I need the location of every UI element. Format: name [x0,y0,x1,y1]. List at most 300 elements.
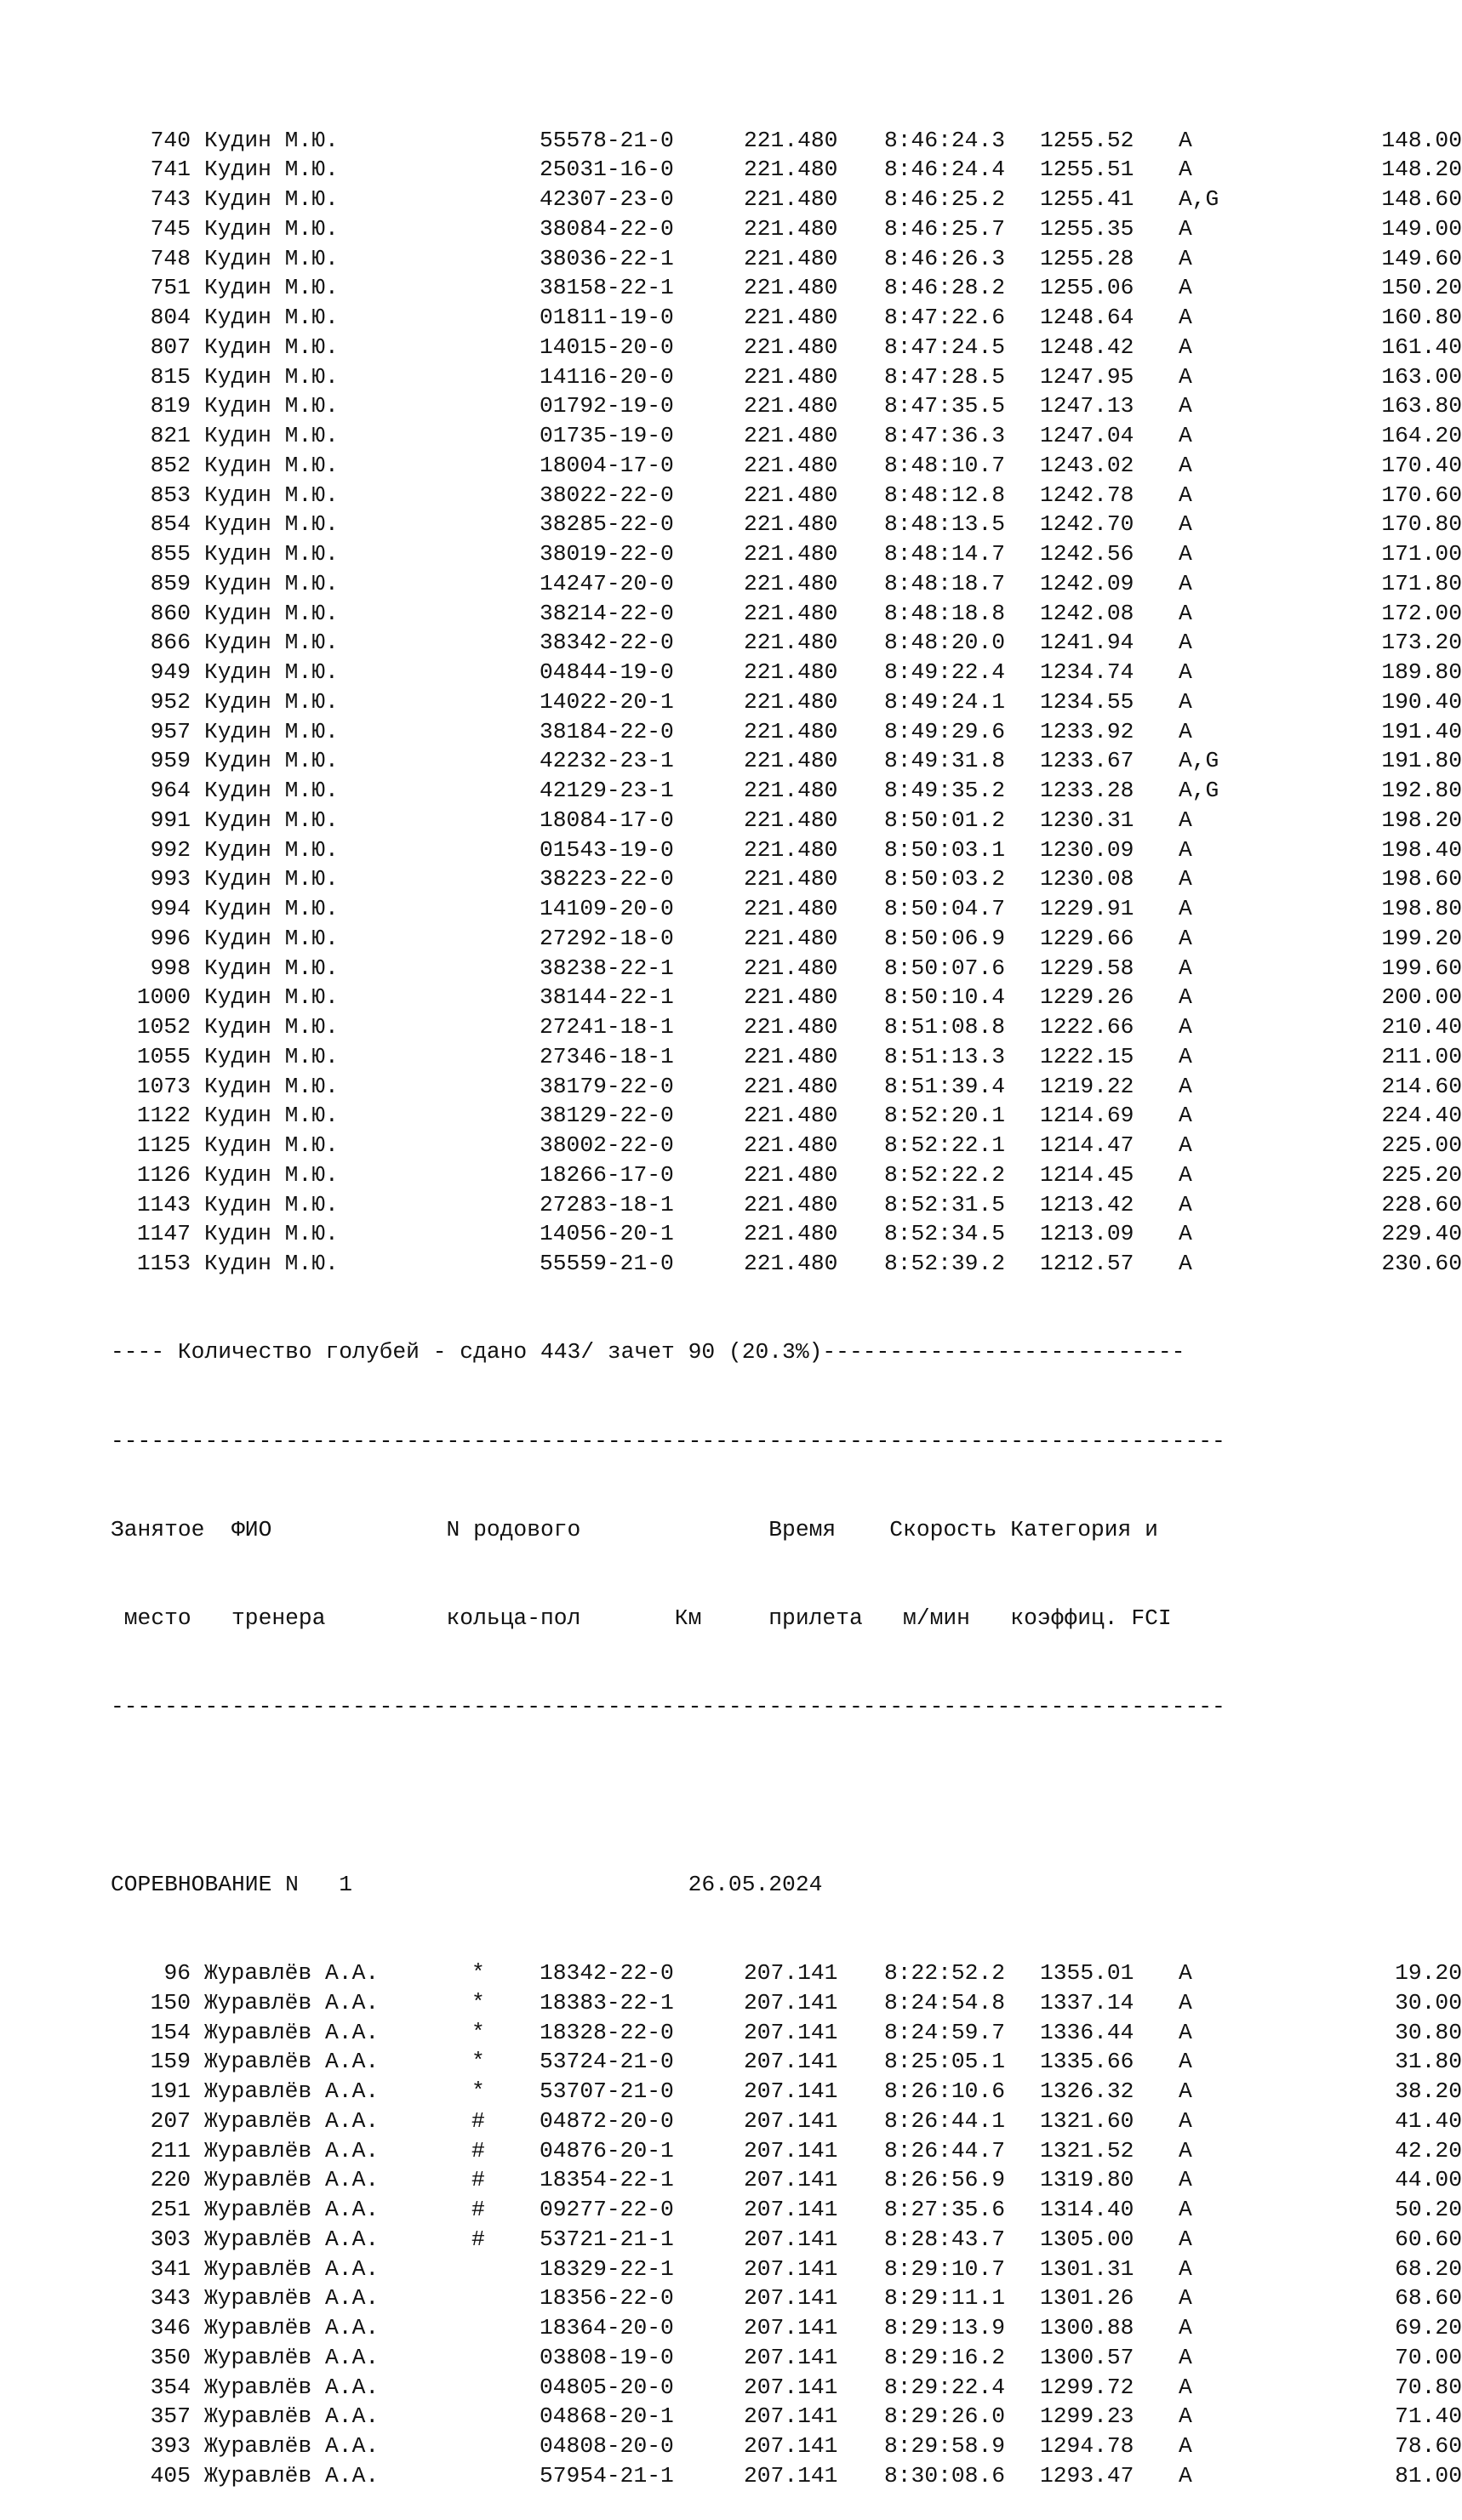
cell-km: 221.480 [744,1251,838,1276]
cell-coef: 229.40 [1381,1221,1462,1247]
cell-time: 8:28:43.7 [884,2226,1006,2252]
cell-cat: A [1179,2255,1192,2282]
cell-name: Журавлёв А.А. [204,2403,380,2430]
cell-speed: 1243.02 [1040,452,1134,478]
cell-cat: A [1179,600,1192,626]
cell-place: 745 [150,215,191,242]
cell-name: Кудин М.Ю. [204,925,339,951]
cell-name: Кудин М.Ю. [204,1191,339,1217]
cell-km: 221.480 [744,452,838,478]
cell-km: 221.480 [744,186,838,212]
cell-place: 860 [150,600,191,626]
cell-cat: A [1179,984,1192,1011]
cell-ring: 42232-23-1 [540,748,674,774]
cell-ring: 18004-17-0 [540,452,674,478]
cell-ring: 14247-20-0 [540,570,674,596]
cell-place: 751 [150,275,191,301]
cell-name: Кудин М.Ю. [204,688,339,715]
cell-coef: 163.80 [1381,393,1462,419]
cell-speed: 1242.09 [1040,570,1134,596]
cell-ring: 42129-23-1 [540,778,674,803]
table-row [111,1131,1462,1160]
cell-ring: 04844-19-0 [540,659,674,685]
cell-ring: 38238-22-1 [540,955,674,981]
cell-mark: # [471,2167,485,2193]
cell-coef: 81.00 [1395,2462,1462,2489]
cell-ring: 04868-20-1 [540,2403,674,2430]
cell-time: 8:46:25.2 [884,186,1006,212]
cell-name: Кудин М.Ю. [204,984,339,1011]
cell-ring: 38144-22-1 [540,984,674,1011]
cell-time: 8:29:16.2 [884,2344,1006,2370]
cell-coef: 225.00 [1381,1132,1462,1158]
cell-speed: 1213.42 [1040,1191,1134,1217]
cell-mark: # [471,2197,485,2222]
separator-line: ----------------------------------------------------------------------------------- [111,1428,1225,1454]
cell-cat: A,G [1179,186,1219,212]
cell-km: 221.480 [744,482,838,508]
cell-km: 221.480 [744,1073,838,1099]
cell-coef: 198.60 [1381,866,1462,892]
cell-km: 207.141 [744,2197,838,2222]
table-row [111,2136,1462,2166]
cell-time: 8:52:31.5 [884,1191,1006,1217]
cell-speed: 1229.66 [1040,925,1134,951]
cell-name: Журавлёв А.А. [204,2078,380,2104]
cell-cat: A [1179,127,1192,153]
cell-ring: 38184-22-0 [540,718,674,744]
cell-coef: 148.60 [1381,186,1462,212]
cell-time: 8:46:24.4 [884,157,1006,183]
cell-name: Кудин М.Ю. [204,305,339,330]
cell-time: 8:52:39.2 [884,1251,1006,1276]
cell-speed: 1336.44 [1040,2019,1134,2045]
table-row [111,2402,1462,2432]
cell-time: 8:25:05.1 [884,2049,1006,2075]
cell-name: Кудин М.Ю. [204,1014,339,1040]
cell-place: 341 [150,2255,191,2282]
cell-place: 743 [150,186,191,212]
cell-cat: A,G [1179,748,1219,774]
cell-name: Журавлёв А.А. [204,1960,380,1986]
cell-speed: 1319.80 [1040,2167,1134,2193]
cell-cat: A [1179,334,1192,360]
cell-cat: A [1179,482,1192,508]
cell-name: Журавлёв А.А. [204,2344,380,2370]
table-row [111,954,1462,983]
cell-cat: A [1179,570,1192,596]
cell-speed: 1255.41 [1040,186,1134,212]
table-row [111,2283,1462,2313]
cell-place: 996 [150,925,191,951]
table-row [111,2107,1462,2136]
cell-speed: 1242.70 [1040,511,1134,538]
cell-cat: A [1179,2403,1192,2430]
cell-name: Кудин М.Ю. [204,600,339,626]
cell-ring: 27283-18-1 [540,1191,674,1217]
table-row [111,924,1462,954]
separator-line: ----------------------------------------------------------------------------------- [111,1694,1225,1720]
cell-cat: A [1179,2167,1192,2193]
cell-coef: 172.00 [1381,600,1462,626]
cell-ring: 04805-20-0 [540,2374,674,2400]
cell-ring: 14116-20-0 [540,363,674,390]
cell-km: 221.480 [744,363,838,390]
cell-ring: 42307-23-0 [540,186,674,212]
cell-ring: 18354-22-1 [540,2167,674,2193]
cell-time: 8:52:20.1 [884,1103,1006,1129]
cell-ring: 38179-22-0 [540,1073,674,1099]
cell-place: 741 [150,157,191,183]
cell-speed: 1242.56 [1040,541,1134,567]
cell-speed: 1294.78 [1040,2433,1134,2459]
cell-name: Журавлёв А.А. [204,2285,380,2312]
cell-time: 8:29:13.9 [884,2315,1006,2340]
cell-speed: 1213.09 [1040,1221,1134,1247]
cell-speed: 1299.72 [1040,2374,1134,2400]
cell-cat: A [1179,807,1192,833]
cell-ring: 25031-16-0 [540,157,674,183]
cell-coef: 41.40 [1395,2107,1462,2134]
table-row [111,894,1462,924]
cell-place: 952 [150,688,191,715]
cell-speed: 1326.32 [1040,2078,1134,2104]
cell-name: Кудин М.Ю. [204,836,339,863]
cell-cat: A [1179,2107,1192,2134]
cell-cat: A [1179,157,1192,183]
cell-km: 221.480 [744,127,838,153]
column-header-row-2: место тренера кольца-пол Км прилета м/мин коэффиц. FCI [111,1605,1172,1631]
cell-coef: 170.80 [1381,511,1462,538]
cell-ring: 14015-20-0 [540,334,674,360]
cell-time: 8:49:35.2 [884,778,1006,803]
cell-speed: 1255.06 [1040,275,1134,301]
cell-coef: 171.00 [1381,541,1462,567]
cell-coef: 214.60 [1381,1073,1462,1099]
cell-time: 8:48:18.8 [884,600,1006,626]
cell-name: Кудин М.Ю. [204,1043,339,1069]
cell-coef: 173.20 [1381,630,1462,656]
cell-name: Кудин М.Ю. [204,245,339,271]
table-row [111,1012,1462,1042]
cell-ring: 03808-19-0 [540,2344,674,2370]
cell-cat: A [1179,836,1192,863]
cell-place: 1052 [136,1014,191,1040]
cell-cat: A,G [1179,778,1219,803]
cell-ring: 38084-22-0 [540,215,674,242]
cell-name: Журавлёв А.А. [204,2049,380,2075]
cell-time: 8:52:22.1 [884,1132,1006,1158]
cell-speed: 1293.47 [1040,2462,1134,2489]
cell-place: 1125 [136,1132,191,1158]
cell-speed: 1229.91 [1040,896,1134,921]
cell-time: 8:49:22.4 [884,659,1006,685]
cell-coef: 190.40 [1381,688,1462,715]
cell-time: 8:50:04.7 [884,896,1006,921]
cell-mark: * [471,2078,485,2104]
cell-place: 1147 [136,1221,191,1247]
cell-speed: 1214.45 [1040,1161,1134,1188]
cell-coef: 191.80 [1381,748,1462,774]
cell-time: 8:52:34.5 [884,1221,1006,1247]
cell-place: 150 [150,1989,191,2015]
table-row [111,126,1462,156]
column-header-row-1: Занятое ФИО N родового Время Скорость Категория и [111,1516,1158,1542]
cell-name: Кудин М.Ю. [204,127,339,153]
cell-coef: 19.20 [1395,1960,1462,1986]
cell-km: 221.480 [744,748,838,774]
cell-place: 740 [150,127,191,153]
cell-cat: A [1179,925,1192,951]
cell-ring: 09277-22-0 [540,2197,674,2222]
cell-speed: 1230.09 [1040,836,1134,863]
cell-time: 8:47:24.5 [884,334,1006,360]
cell-km: 207.141 [744,2049,838,2075]
cell-coef: 225.20 [1381,1161,1462,1188]
cell-km: 221.480 [744,157,838,183]
cell-time: 8:26:44.7 [884,2137,1006,2164]
cell-km: 207.141 [744,2078,838,2104]
cell-km: 207.141 [744,1989,838,2015]
cell-coef: 31.80 [1395,2049,1462,2075]
cell-speed: 1337.14 [1040,1989,1134,2015]
cell-place: 1153 [136,1251,191,1276]
cell-speed: 1255.35 [1040,215,1134,242]
cell-coef: 198.40 [1381,836,1462,863]
cell-place: 991 [150,807,191,833]
cell-coef: 163.00 [1381,363,1462,390]
cell-coef: 30.80 [1395,2019,1462,2045]
table-row [111,2432,1462,2461]
table-row [111,864,1462,894]
cell-time: 8:46:25.7 [884,215,1006,242]
cell-name: Кудин М.Ю. [204,896,339,921]
cell-time: 8:47:35.5 [884,393,1006,419]
cell-speed: 1242.78 [1040,482,1134,508]
cell-name: Кудин М.Ю. [204,511,339,538]
cell-cat: A [1179,2226,1192,2252]
cell-time: 8:46:28.2 [884,275,1006,301]
table-row [111,451,1462,481]
cell-time: 8:49:31.8 [884,748,1006,774]
cell-time: 8:52:22.2 [884,1161,1006,1188]
cell-km: 221.480 [744,807,838,833]
table-row [111,391,1462,421]
cell-km: 221.480 [744,393,838,419]
cell-ring: 04872-20-0 [540,2107,674,2134]
cell-ring: 18084-17-0 [540,807,674,833]
results-document [111,66,1462,2520]
cell-ring: 55559-21-0 [540,1251,674,1276]
cell-time: 8:30:08.6 [884,2462,1006,2489]
cell-time: 8:48:12.8 [884,482,1006,508]
cell-ring: 18342-22-0 [540,1960,674,1986]
cell-name: Кудин М.Ю. [204,1251,339,1276]
cell-cat: A [1179,1014,1192,1040]
cell-km: 221.480 [744,1103,838,1129]
cell-time: 8:50:06.9 [884,925,1006,951]
table-row [111,1958,1462,1988]
cell-name: Кудин М.Ю. [204,1221,339,1247]
cell-km: 221.480 [744,511,838,538]
cell-cat: A [1179,2049,1192,2075]
table-row [111,835,1462,865]
cell-km: 221.480 [744,718,838,744]
results-table-section-2 [111,1958,1462,2491]
cell-place: 207 [150,2107,191,2134]
cell-km: 221.480 [744,1043,838,1069]
cell-time: 8:27:35.6 [884,2197,1006,2222]
cell-ring: 27292-18-0 [540,925,674,951]
cell-name: Журавлёв А.А. [204,2433,380,2459]
cell-km: 221.480 [744,688,838,715]
cell-ring: 38214-22-0 [540,600,674,626]
table-row [111,2343,1462,2373]
table-row [111,658,1462,687]
cell-place: 815 [150,363,191,390]
cell-coef: 78.60 [1395,2433,1462,2459]
cell-cat: A [1179,2137,1192,2164]
cell-km: 207.141 [744,2285,838,2312]
cell-place: 154 [150,2019,191,2045]
cell-cat: A [1179,452,1192,478]
cell-ring: 38285-22-0 [540,511,674,538]
cell-time: 8:24:59.7 [884,2019,1006,2045]
cell-place: 1143 [136,1191,191,1217]
cell-mark: * [471,2049,485,2075]
cell-km: 221.480 [744,866,838,892]
cell-coef: 198.20 [1381,807,1462,833]
cell-speed: 1321.60 [1040,2107,1134,2134]
cell-place: 220 [150,2167,191,2193]
cell-cat: A [1179,275,1192,301]
cell-speed: 1301.26 [1040,2285,1134,2312]
cell-coef: 164.20 [1381,423,1462,448]
cell-ring: 27241-18-1 [540,1014,674,1040]
table-row [111,2255,1462,2284]
cell-name: Журавлёв А.А. [204,2019,380,2045]
cell-cat: A [1179,541,1192,567]
cell-time: 8:47:28.5 [884,363,1006,390]
table-row [111,2165,1462,2195]
cell-place: 1126 [136,1161,191,1188]
cell-name: Журавлёв А.А. [204,2137,380,2164]
cell-ring: 27346-18-1 [540,1043,674,1069]
cell-speed: 1247.13 [1040,393,1134,419]
table-row [111,1160,1462,1190]
cell-place: 303 [150,2226,191,2252]
cell-ring: 38342-22-0 [540,630,674,656]
cell-speed: 1305.00 [1040,2226,1134,2252]
cell-speed: 1248.42 [1040,334,1134,360]
cell-name: Журавлёв А.А. [204,2255,380,2282]
cell-cat: A [1179,2315,1192,2340]
cell-coef: 44.00 [1395,2167,1462,2193]
cell-ring: 18383-22-1 [540,1989,674,2015]
cell-speed: 1247.04 [1040,423,1134,448]
cell-time: 8:50:07.6 [884,955,1006,981]
cell-speed: 1301.31 [1040,2255,1134,2282]
cell-km: 207.141 [744,2226,838,2252]
cell-km: 221.480 [744,245,838,271]
cell-time: 8:29:10.7 [884,2255,1006,2282]
cell-time: 8:48:10.7 [884,452,1006,478]
cell-cat: A [1179,1161,1192,1188]
table-row [111,983,1462,1012]
cell-coef: 30.00 [1395,1989,1462,2015]
cell-speed: 1255.28 [1040,245,1134,271]
cell-ring: 18364-20-0 [540,2315,674,2340]
cell-place: 819 [150,393,191,419]
cell-km: 221.480 [744,423,838,448]
cell-cat: A [1179,718,1192,744]
cell-km: 207.141 [744,2137,838,2164]
cell-km: 207.141 [744,2403,838,2430]
cell-speed: 1300.88 [1040,2315,1134,2340]
cell-name: Кудин М.Ю. [204,363,339,390]
cell-time: 8:49:29.6 [884,718,1006,744]
cell-speed: 1212.57 [1040,1251,1134,1276]
cell-coef: 198.80 [1381,896,1462,921]
table-row [111,806,1462,835]
cell-speed: 1229.58 [1040,955,1134,981]
cell-speed: 1314.40 [1040,2197,1134,2222]
cell-name: Кудин М.Ю. [204,659,339,685]
table-row [111,1101,1462,1131]
cell-place: 959 [150,748,191,774]
cell-speed: 1321.52 [1040,2137,1134,2164]
table-row [111,2018,1462,2048]
cell-time: 8:48:20.0 [884,630,1006,656]
cell-place: 866 [150,630,191,656]
cell-speed: 1233.92 [1040,718,1134,744]
table-row [111,1072,1462,1102]
cell-coef: 170.60 [1381,482,1462,508]
cell-cat: A [1179,1132,1192,1158]
cell-speed: 1233.28 [1040,778,1134,803]
cell-speed: 1234.55 [1040,688,1134,715]
cell-place: 1000 [136,984,191,1011]
cell-name: Кудин М.Ю. [204,423,339,448]
table-row [111,2461,1462,2491]
cell-place: 804 [150,305,191,330]
cell-time: 8:29:22.4 [884,2374,1006,2400]
competition-title: СОРЕВНОВАНИЕ N 1 26.05.2024 [111,1871,823,1897]
cell-time: 8:48:18.7 [884,570,1006,596]
cell-cat: A [1179,1043,1192,1069]
cell-time: 8:24:54.8 [884,1989,1006,2015]
cell-ring: 38022-22-0 [540,482,674,508]
cell-speed: 1214.47 [1040,1132,1134,1158]
cell-speed: 1230.08 [1040,866,1134,892]
cell-place: 251 [150,2197,191,2222]
cell-cat: A [1179,215,1192,242]
cell-mark: # [471,2107,485,2134]
cell-speed: 1355.01 [1040,1960,1134,1986]
cell-km: 221.480 [744,984,838,1011]
cell-place: 821 [150,423,191,448]
cell-time: 8:48:13.5 [884,511,1006,538]
cell-place: 992 [150,836,191,863]
cell-km: 207.141 [744,2433,838,2459]
cell-mark: # [471,2226,485,2252]
cell-km: 221.480 [744,1132,838,1158]
cell-name: Кудин М.Ю. [204,334,339,360]
table-row [111,1042,1462,1072]
summary-line: ---- Количество голубей - сдано 443/ зачет 90 (20.3%)--------------------------- [111,1339,1185,1365]
cell-time: 8:29:11.1 [884,2285,1006,2312]
table-row [111,185,1462,214]
